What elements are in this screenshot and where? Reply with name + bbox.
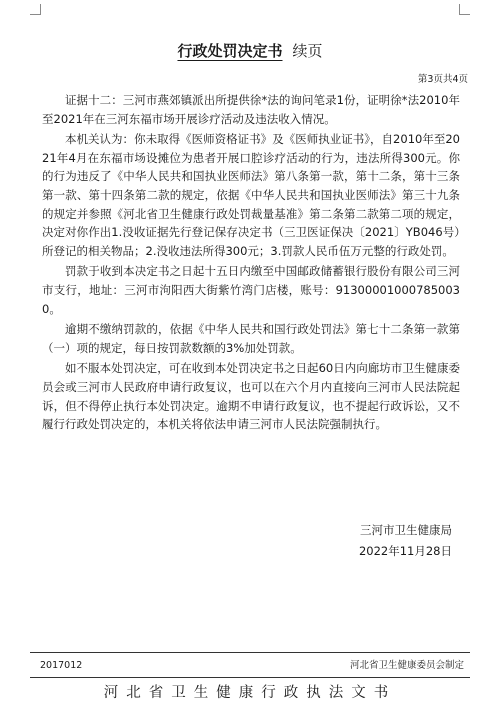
crop-mark-top-left xyxy=(30,4,41,15)
paragraph-late-penalty: 逾期不缴纳罚款的，依据《中华人民共和国行政处罚法》第七十二条第一款第（一）项的规定，每日按罚款数额的3%加处罚款。 xyxy=(42,322,460,355)
document-title xyxy=(0,41,500,61)
paragraph-findings: 本机关认为：你未取得《医师资格证书》及《医师执业证书》，自2010年至2021年4月在东福市场设摊位为患者开展口腔诊疗活动的行为，违法所得300元。你的行为违反了《中华人民共和国执业医师法》第八条第一款，第十二条，第十三条第一款、第十四条第二款的规定，依据《中华人民共和国执业医师法》第三十九条的规定并参照《河北省卫生健康行政处罚裁量基准》第二条第二款第二项的规定，决定对你作出1.没收证据先行登记保存决定书（三卫医证保决〔2021〕YB046号）所登记的相关物品；2.没收违法所得300元；3.罚款人民币伍万元整的行政处罚。 xyxy=(42,132,460,258)
document-body xyxy=(42,91,460,436)
paragraph-appeal: 如不服本处罚决定，可在收到本处罚决定书之日起60日内向廊坊市卫生健康委员会或三河市人民政府申请行政复议，也可以在六个月内直接向三河市人民法院起诉，但不得停止执行本处罚决定。逾期不申请行政复议，也不提起行政诉讼，又不履行行政处罚决定的，本机关将依法申请三河市人民法院强制执行。 xyxy=(42,361,460,432)
page-number: 第3页共4页 xyxy=(417,74,468,85)
issuing-authority: 三河市卫生健康局 xyxy=(360,523,452,537)
signature-block xyxy=(359,520,452,562)
continuation-label: 续页 xyxy=(292,42,323,60)
form-maker: 河北省卫生健康委员会制定 xyxy=(349,660,464,671)
footer-divider-top xyxy=(30,652,470,653)
issue-date: 2022年11月28日 xyxy=(358,544,452,558)
footer-divider-bottom xyxy=(30,677,470,678)
paragraph-payment: 罚款于收到本决定书之日起十五日内缴至中国邮政储蓄银行股份有限公司三河市支行，地址：三河市泃阳西大街紫竹湾门店楼，账号：913000010007850030。 xyxy=(42,264,460,316)
main-title: 行政处罚决定书 xyxy=(177,42,283,60)
crop-mark-top-right xyxy=(459,4,470,15)
document-series-title: 河北省卫生健康行政执法文书 xyxy=(103,685,397,701)
paragraph-evidence-12: 证据十二：三河市燕郊镇派出所提供徐*法的询问笔录1份，证明徐*法2010年至2021年在三河东福市场开展诊疗活动及违法收入情况。 xyxy=(42,93,460,126)
form-code: 2017012 xyxy=(40,660,83,671)
